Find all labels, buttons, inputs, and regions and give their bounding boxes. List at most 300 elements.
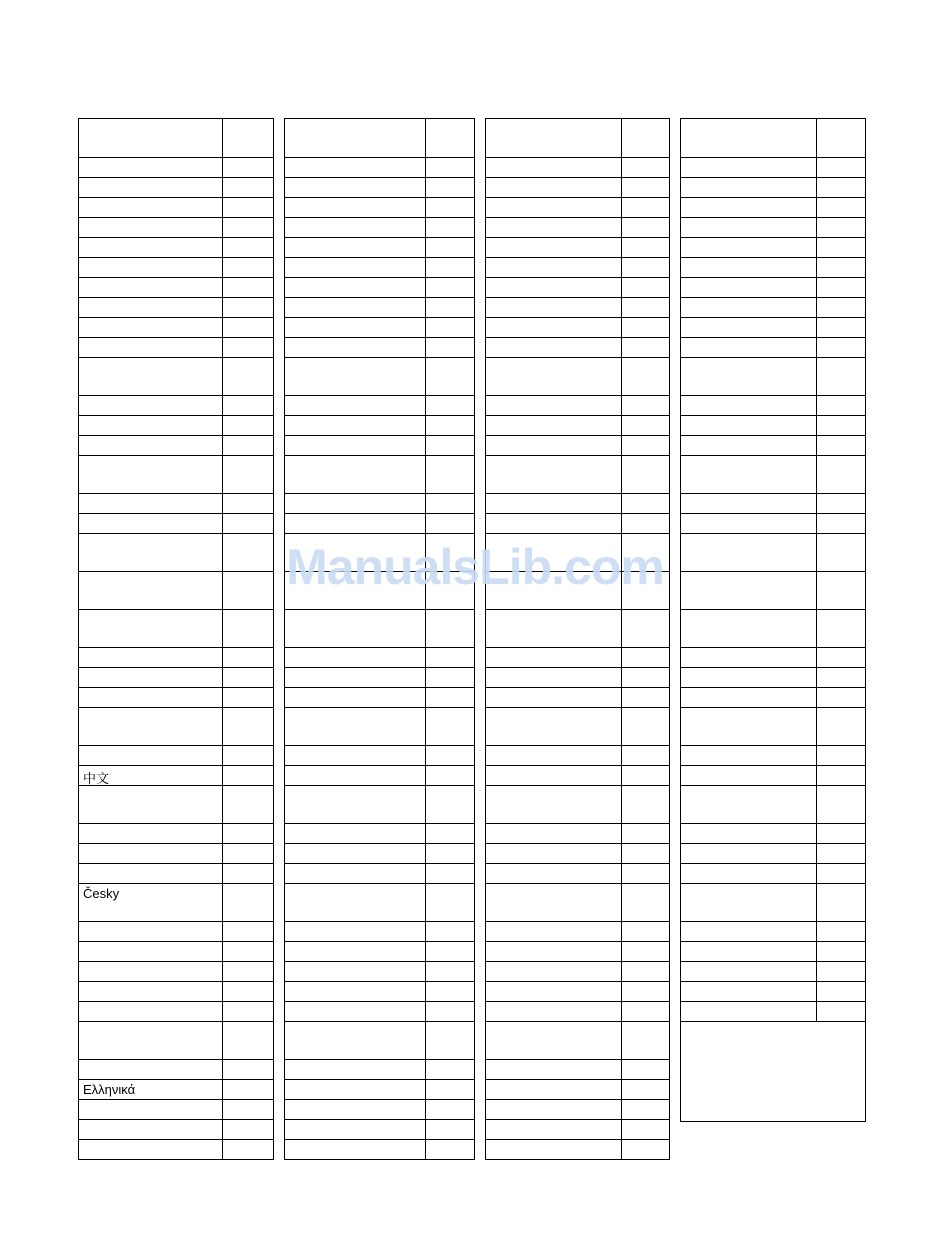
language-name-cell [79, 494, 223, 513]
language-name-cell [79, 396, 223, 415]
page-number-cell [223, 1060, 273, 1079]
table-row [681, 277, 865, 297]
table-row [486, 317, 669, 337]
table-row [486, 277, 669, 297]
table-row [79, 1001, 273, 1021]
table-row [681, 921, 865, 941]
table-row [79, 513, 273, 533]
page-number-cell [817, 198, 865, 217]
table-row [486, 961, 669, 981]
language-name-cell [79, 514, 223, 533]
language-name-cell [681, 218, 817, 237]
table-row [79, 317, 273, 337]
language-name-cell [285, 922, 426, 941]
language-name-cell [79, 746, 223, 765]
page-number-cell [622, 318, 669, 337]
table-row [486, 1139, 669, 1159]
page-number-cell [223, 1140, 273, 1159]
language-name-cell [79, 198, 223, 217]
language-name-cell [486, 1100, 622, 1119]
page-number-cell [817, 396, 865, 415]
table-row [79, 357, 273, 395]
page-number-cell [817, 534, 865, 571]
page-number-cell [223, 746, 273, 765]
page-number-cell [817, 766, 865, 785]
page-number-cell [223, 396, 273, 415]
page-number-cell [622, 238, 669, 257]
page-number-cell [817, 494, 865, 513]
page-number-cell [622, 258, 669, 277]
page-number-cell [223, 318, 273, 337]
page-number-cell [426, 746, 474, 765]
language-name-cell [285, 648, 426, 667]
table-row [486, 765, 669, 785]
language-name-cell [285, 982, 426, 1001]
page-number-cell [223, 668, 273, 687]
page-number-cell [223, 178, 273, 197]
table-row [285, 765, 474, 785]
page-number-cell [223, 982, 273, 1001]
table-row [285, 337, 474, 357]
language-name-cell [486, 1120, 622, 1139]
table-row [681, 765, 865, 785]
page-number-cell [817, 238, 865, 257]
table-row [681, 357, 865, 395]
page-number-cell [622, 1060, 669, 1079]
table-row [79, 533, 273, 571]
page-number-cell [223, 708, 273, 745]
page-number-cell [223, 962, 273, 981]
table-row [486, 357, 669, 395]
page-number-cell [817, 746, 865, 765]
language-name-cell [486, 158, 622, 177]
table-row [486, 1119, 669, 1139]
page-number-cell [817, 158, 865, 177]
page-number-cell [223, 494, 273, 513]
page-number-cell [426, 1080, 474, 1099]
table-row [79, 257, 273, 277]
table-row [285, 1079, 474, 1099]
table-row [486, 1099, 669, 1119]
language-name-cell [681, 844, 817, 863]
page-number-cell [223, 824, 273, 843]
language-name-cell [486, 610, 622, 647]
language-name-cell [681, 436, 817, 455]
language-name-cell [681, 572, 817, 609]
language-name-cell [79, 824, 223, 843]
language-name-cell [79, 338, 223, 357]
page-number-cell [622, 1120, 669, 1139]
table-row [681, 237, 865, 257]
language-name-cell [285, 942, 426, 961]
language-name-cell [486, 942, 622, 961]
table-row [681, 257, 865, 277]
language-name-cell [79, 218, 223, 237]
table-row [79, 395, 273, 415]
page-number-cell [817, 218, 865, 237]
table-row [285, 687, 474, 707]
table-row [681, 667, 865, 687]
language-name-cell [285, 119, 426, 157]
language-name-cell [486, 456, 622, 493]
table-row [681, 883, 865, 921]
language-name-cell [681, 786, 817, 823]
page-number-cell [817, 962, 865, 981]
table-row [285, 177, 474, 197]
table-row [285, 415, 474, 435]
page-number-cell [622, 358, 669, 395]
language-name-cell [285, 1002, 426, 1021]
language-name-cell [486, 1002, 622, 1021]
language-name-cell [79, 119, 223, 157]
page-number-cell [426, 688, 474, 707]
table-row [285, 1139, 474, 1159]
language-name-cell [681, 922, 817, 941]
language-name-cell [681, 824, 817, 843]
page-number-cell [817, 786, 865, 823]
page-number-cell [622, 1100, 669, 1119]
language-name-cell [79, 864, 223, 883]
language-name-cell [285, 786, 426, 823]
language-name-cell [285, 824, 426, 843]
table-row [681, 1001, 865, 1021]
table-row [79, 455, 273, 493]
table-row [681, 823, 865, 843]
language-name-cell [486, 572, 622, 609]
language-name-cell [285, 746, 426, 765]
table-row [681, 533, 865, 571]
page-number-cell [817, 648, 865, 667]
table-row [681, 647, 865, 667]
page-number-cell [223, 514, 273, 533]
page-number-cell [426, 456, 474, 493]
language-name-cell [79, 1100, 223, 1119]
language-name-cell [79, 572, 223, 609]
page-number-cell [622, 864, 669, 883]
table-row [681, 119, 865, 157]
table-row [681, 455, 865, 493]
page-number-cell [622, 396, 669, 415]
table-row [285, 455, 474, 493]
table-row [285, 1099, 474, 1119]
table-row [486, 843, 669, 863]
table-row [285, 921, 474, 941]
table-row [285, 961, 474, 981]
language-name-cell [285, 218, 426, 237]
page-number-cell [622, 338, 669, 357]
page-number-cell [223, 198, 273, 217]
language-name-cell [285, 238, 426, 257]
page-number-cell [223, 1100, 273, 1119]
language-name-cell [79, 962, 223, 981]
language-name-cell [681, 884, 817, 921]
table-row [285, 707, 474, 745]
language-name-cell [486, 198, 622, 217]
page-number-cell [223, 610, 273, 647]
language-name-cell [79, 1002, 223, 1021]
language-name-cell [285, 864, 426, 883]
language-name-cell [79, 358, 223, 395]
table-row [486, 981, 669, 1001]
language-name-cell [486, 258, 622, 277]
table-row [681, 297, 865, 317]
page-number-cell [622, 218, 669, 237]
language-name-cell [285, 198, 426, 217]
page-number-cell [426, 844, 474, 863]
page-number-cell [817, 338, 865, 357]
language-name-cell [79, 1060, 223, 1079]
page-number-cell [622, 198, 669, 217]
table-row [285, 883, 474, 921]
language-name-cell [79, 708, 223, 745]
page-number-cell [622, 648, 669, 667]
language-name-cell [285, 456, 426, 493]
language-name-cell [285, 158, 426, 177]
table-row [79, 863, 273, 883]
language-name-cell [486, 514, 622, 533]
page-number-cell [622, 746, 669, 765]
language-name-cell [285, 708, 426, 745]
page-number-cell [426, 610, 474, 647]
table-row [681, 317, 865, 337]
language-name-cell [285, 1080, 426, 1099]
language-name-cell [79, 922, 223, 941]
language-name-cell [681, 610, 817, 647]
language-name-cell [79, 436, 223, 455]
language-name-cell [486, 786, 622, 823]
table-row [681, 415, 865, 435]
table-row [79, 157, 273, 177]
table-row [285, 1059, 474, 1079]
table-row [681, 177, 865, 197]
language-name-cell [79, 648, 223, 667]
table-row [79, 237, 273, 257]
page-number-cell [426, 318, 474, 337]
table-row [285, 1021, 474, 1059]
language-name-cell [79, 258, 223, 277]
table-row [79, 981, 273, 1001]
table-row [681, 981, 865, 1001]
page-number-cell [817, 864, 865, 883]
table-row [486, 863, 669, 883]
page-number-cell [223, 864, 273, 883]
page-number-cell [817, 456, 865, 493]
language-name-cell [79, 668, 223, 687]
table-row [486, 297, 669, 317]
table-row [285, 609, 474, 647]
page-number-cell [622, 982, 669, 1001]
language-name-cell [486, 1022, 622, 1059]
page-number-cell [426, 922, 474, 941]
table-row [79, 823, 273, 843]
table-row [681, 395, 865, 415]
language-name-cell [681, 514, 817, 533]
language-name-cell [285, 1120, 426, 1139]
table-row [285, 1001, 474, 1021]
blank-area [681, 1021, 865, 1121]
page-number-cell [426, 514, 474, 533]
table-row [681, 513, 865, 533]
table-row [681, 707, 865, 745]
page-number-cell [622, 1002, 669, 1021]
page-number-cell [622, 158, 669, 177]
page-number-cell [817, 258, 865, 277]
language-name-cell [285, 1140, 426, 1159]
language-name-cell: 中文 [79, 766, 223, 785]
page-number-cell [223, 218, 273, 237]
language-name-cell [681, 396, 817, 415]
page-number-cell [622, 494, 669, 513]
page-number-cell [223, 358, 273, 395]
page-number-cell [622, 766, 669, 785]
table-row [681, 197, 865, 217]
page-number-cell [223, 1002, 273, 1021]
page-number-cell [426, 1120, 474, 1139]
table-row [681, 785, 865, 823]
language-name-cell [681, 688, 817, 707]
page-number-cell [426, 119, 474, 157]
language-name-cell [681, 158, 817, 177]
table-row [486, 571, 669, 609]
table-row [79, 571, 273, 609]
language-name-cell [681, 1002, 817, 1021]
page-number-cell [426, 982, 474, 1001]
page-number-cell [426, 178, 474, 197]
table-row [285, 533, 474, 571]
table-row [486, 1001, 669, 1021]
language-name-cell [285, 338, 426, 357]
language-name-cell [486, 119, 622, 157]
table-row [681, 217, 865, 237]
table-row [486, 337, 669, 357]
language-name-cell [285, 534, 426, 571]
language-name-cell [79, 298, 223, 317]
page-number-cell [622, 610, 669, 647]
table-row [486, 513, 669, 533]
table-row [486, 667, 669, 687]
page-number-cell [426, 534, 474, 571]
table-row [486, 455, 669, 493]
language-name-cell [681, 746, 817, 765]
language-name-cell [79, 942, 223, 961]
language-name-cell [486, 922, 622, 941]
table-row [79, 217, 273, 237]
language-name-cell [285, 436, 426, 455]
table-row [285, 493, 474, 513]
page-number-cell [426, 824, 474, 843]
table-row [79, 707, 273, 745]
table-row [681, 941, 865, 961]
page-number-cell [817, 824, 865, 843]
page-number-cell [622, 416, 669, 435]
page-number-cell [817, 942, 865, 961]
page-number-cell [622, 962, 669, 981]
page-number-cell [622, 572, 669, 609]
page-number-cell [223, 158, 273, 177]
page-number-cell [223, 119, 273, 157]
language-name-cell [79, 534, 223, 571]
page-number-cell [426, 648, 474, 667]
language-name-cell [79, 1022, 223, 1059]
table-row [486, 435, 669, 455]
page-number-cell [622, 922, 669, 941]
page-number-cell [817, 436, 865, 455]
page-number-cell [426, 864, 474, 883]
table-row [681, 337, 865, 357]
page-number-cell [223, 922, 273, 941]
language-name-cell [486, 218, 622, 237]
language-name-cell [285, 1022, 426, 1059]
page-number-cell [817, 318, 865, 337]
language-name-cell [681, 962, 817, 981]
table-row [285, 317, 474, 337]
page-number-cell [426, 766, 474, 785]
table-row [681, 745, 865, 765]
language-name-cell [681, 456, 817, 493]
language-name-cell [486, 1060, 622, 1079]
language-name-cell [79, 278, 223, 297]
table-row [79, 667, 273, 687]
page-number-cell [622, 436, 669, 455]
table-row [285, 843, 474, 863]
page-number-cell [622, 824, 669, 843]
page-number-cell [223, 238, 273, 257]
language-name-cell [486, 884, 622, 921]
table-row [79, 415, 273, 435]
language-name-cell [486, 824, 622, 843]
language-name-cell [681, 198, 817, 217]
table-row [285, 257, 474, 277]
table-row [285, 217, 474, 237]
language-name-cell [681, 864, 817, 883]
table-row [285, 513, 474, 533]
page-number-cell [817, 119, 865, 157]
table-row [681, 961, 865, 981]
language-name-cell [486, 238, 622, 257]
language-name-cell [285, 884, 426, 921]
table-row [486, 1021, 669, 1059]
table-row [681, 493, 865, 513]
table-row [79, 177, 273, 197]
language-table-3 [485, 118, 670, 1160]
page-number-cell [817, 572, 865, 609]
table-row [79, 745, 273, 765]
language-name-cell [285, 396, 426, 415]
language-name-cell [681, 318, 817, 337]
table-row [681, 843, 865, 863]
page-number-cell [622, 278, 669, 297]
table-row [285, 667, 474, 687]
page-number-cell [426, 396, 474, 415]
language-name-cell [486, 688, 622, 707]
page-number-cell [223, 572, 273, 609]
page-number-cell [426, 1100, 474, 1119]
table-row [79, 609, 273, 647]
language-name-cell [486, 648, 622, 667]
language-name-cell [486, 708, 622, 745]
page-number-cell [223, 766, 273, 785]
page-number-cell [817, 844, 865, 863]
page-number-cell [622, 1080, 669, 1099]
table-row [486, 823, 669, 843]
table-row [681, 863, 865, 883]
table-row [285, 571, 474, 609]
language-name-cell [285, 844, 426, 863]
language-name-cell [285, 962, 426, 981]
page-number-cell [426, 218, 474, 237]
table-row [285, 237, 474, 257]
page-number-cell [223, 1080, 273, 1099]
